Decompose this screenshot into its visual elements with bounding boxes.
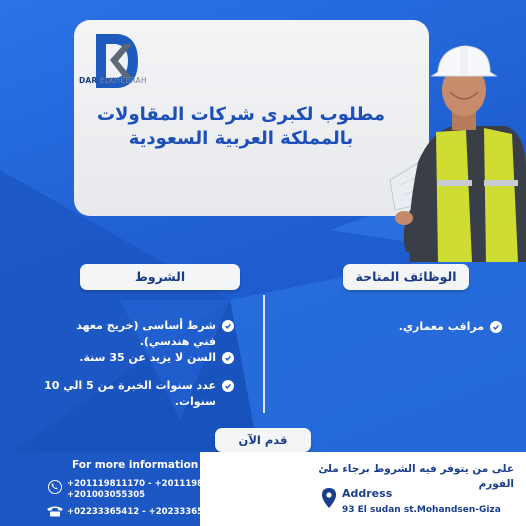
location-pin-icon <box>322 488 336 508</box>
check-icon <box>490 321 502 333</box>
landline-numbers: +02233365412 - +20233365418 <box>67 507 221 517</box>
condition-item <box>10 378 234 410</box>
headline-line2: بالمملكة العربية السعودية <box>128 128 354 149</box>
more-info-title: For more information <box>72 459 199 471</box>
conditions-section-title-text: الشروط <box>134 269 186 284</box>
check-icon <box>222 320 234 332</box>
condition-item <box>64 318 234 350</box>
landline-icon <box>46 505 64 517</box>
jobs-section-title <box>343 264 469 290</box>
job-item <box>370 319 502 335</box>
mobile-numbers-line1: +201119811170 - +201119811169 <box>67 479 233 489</box>
apply-now-label: قدم الآن <box>238 433 288 447</box>
brand-name-part2: ELKHEBRAH <box>100 76 147 85</box>
check-icon <box>222 352 234 364</box>
address-label: Address <box>342 487 393 500</box>
brand-name <box>79 76 147 85</box>
headline-line1: مطلوب لكبرى شركات المقاولات <box>96 104 386 125</box>
form-note: على من يتوفر فيه الشروط برجاء ملئ الفورم <box>318 463 514 490</box>
phone-icon <box>48 480 62 494</box>
condition-item-text: السن لا يزيد عن 35 سنة. <box>79 351 216 364</box>
column-divider <box>263 295 265 413</box>
job-item-text: مراقب معماري. <box>398 320 484 333</box>
address-text: 93 El sudan st.Mohandsen-Giza <box>342 505 501 515</box>
jobs-section-title-text: الوظائف المتاحة <box>355 269 457 284</box>
condition-item-text: عدد سنوات الخبرة من 5 الي 10 سنوات. <box>44 379 216 408</box>
headline <box>96 103 386 151</box>
condition-item-text: شرط أساسى (خريج معهد فني هندسي). <box>76 319 216 348</box>
mobile-numbers-line2: +201003055305 <box>67 490 146 500</box>
mobile-numbers <box>67 479 233 501</box>
engineer-photo <box>380 30 526 262</box>
check-icon <box>222 380 234 392</box>
conditions-section-title <box>80 264 240 290</box>
brand-name-part1: DAR <box>79 76 98 85</box>
condition-item <box>64 350 234 366</box>
apply-now-button[interactable] <box>215 428 311 452</box>
